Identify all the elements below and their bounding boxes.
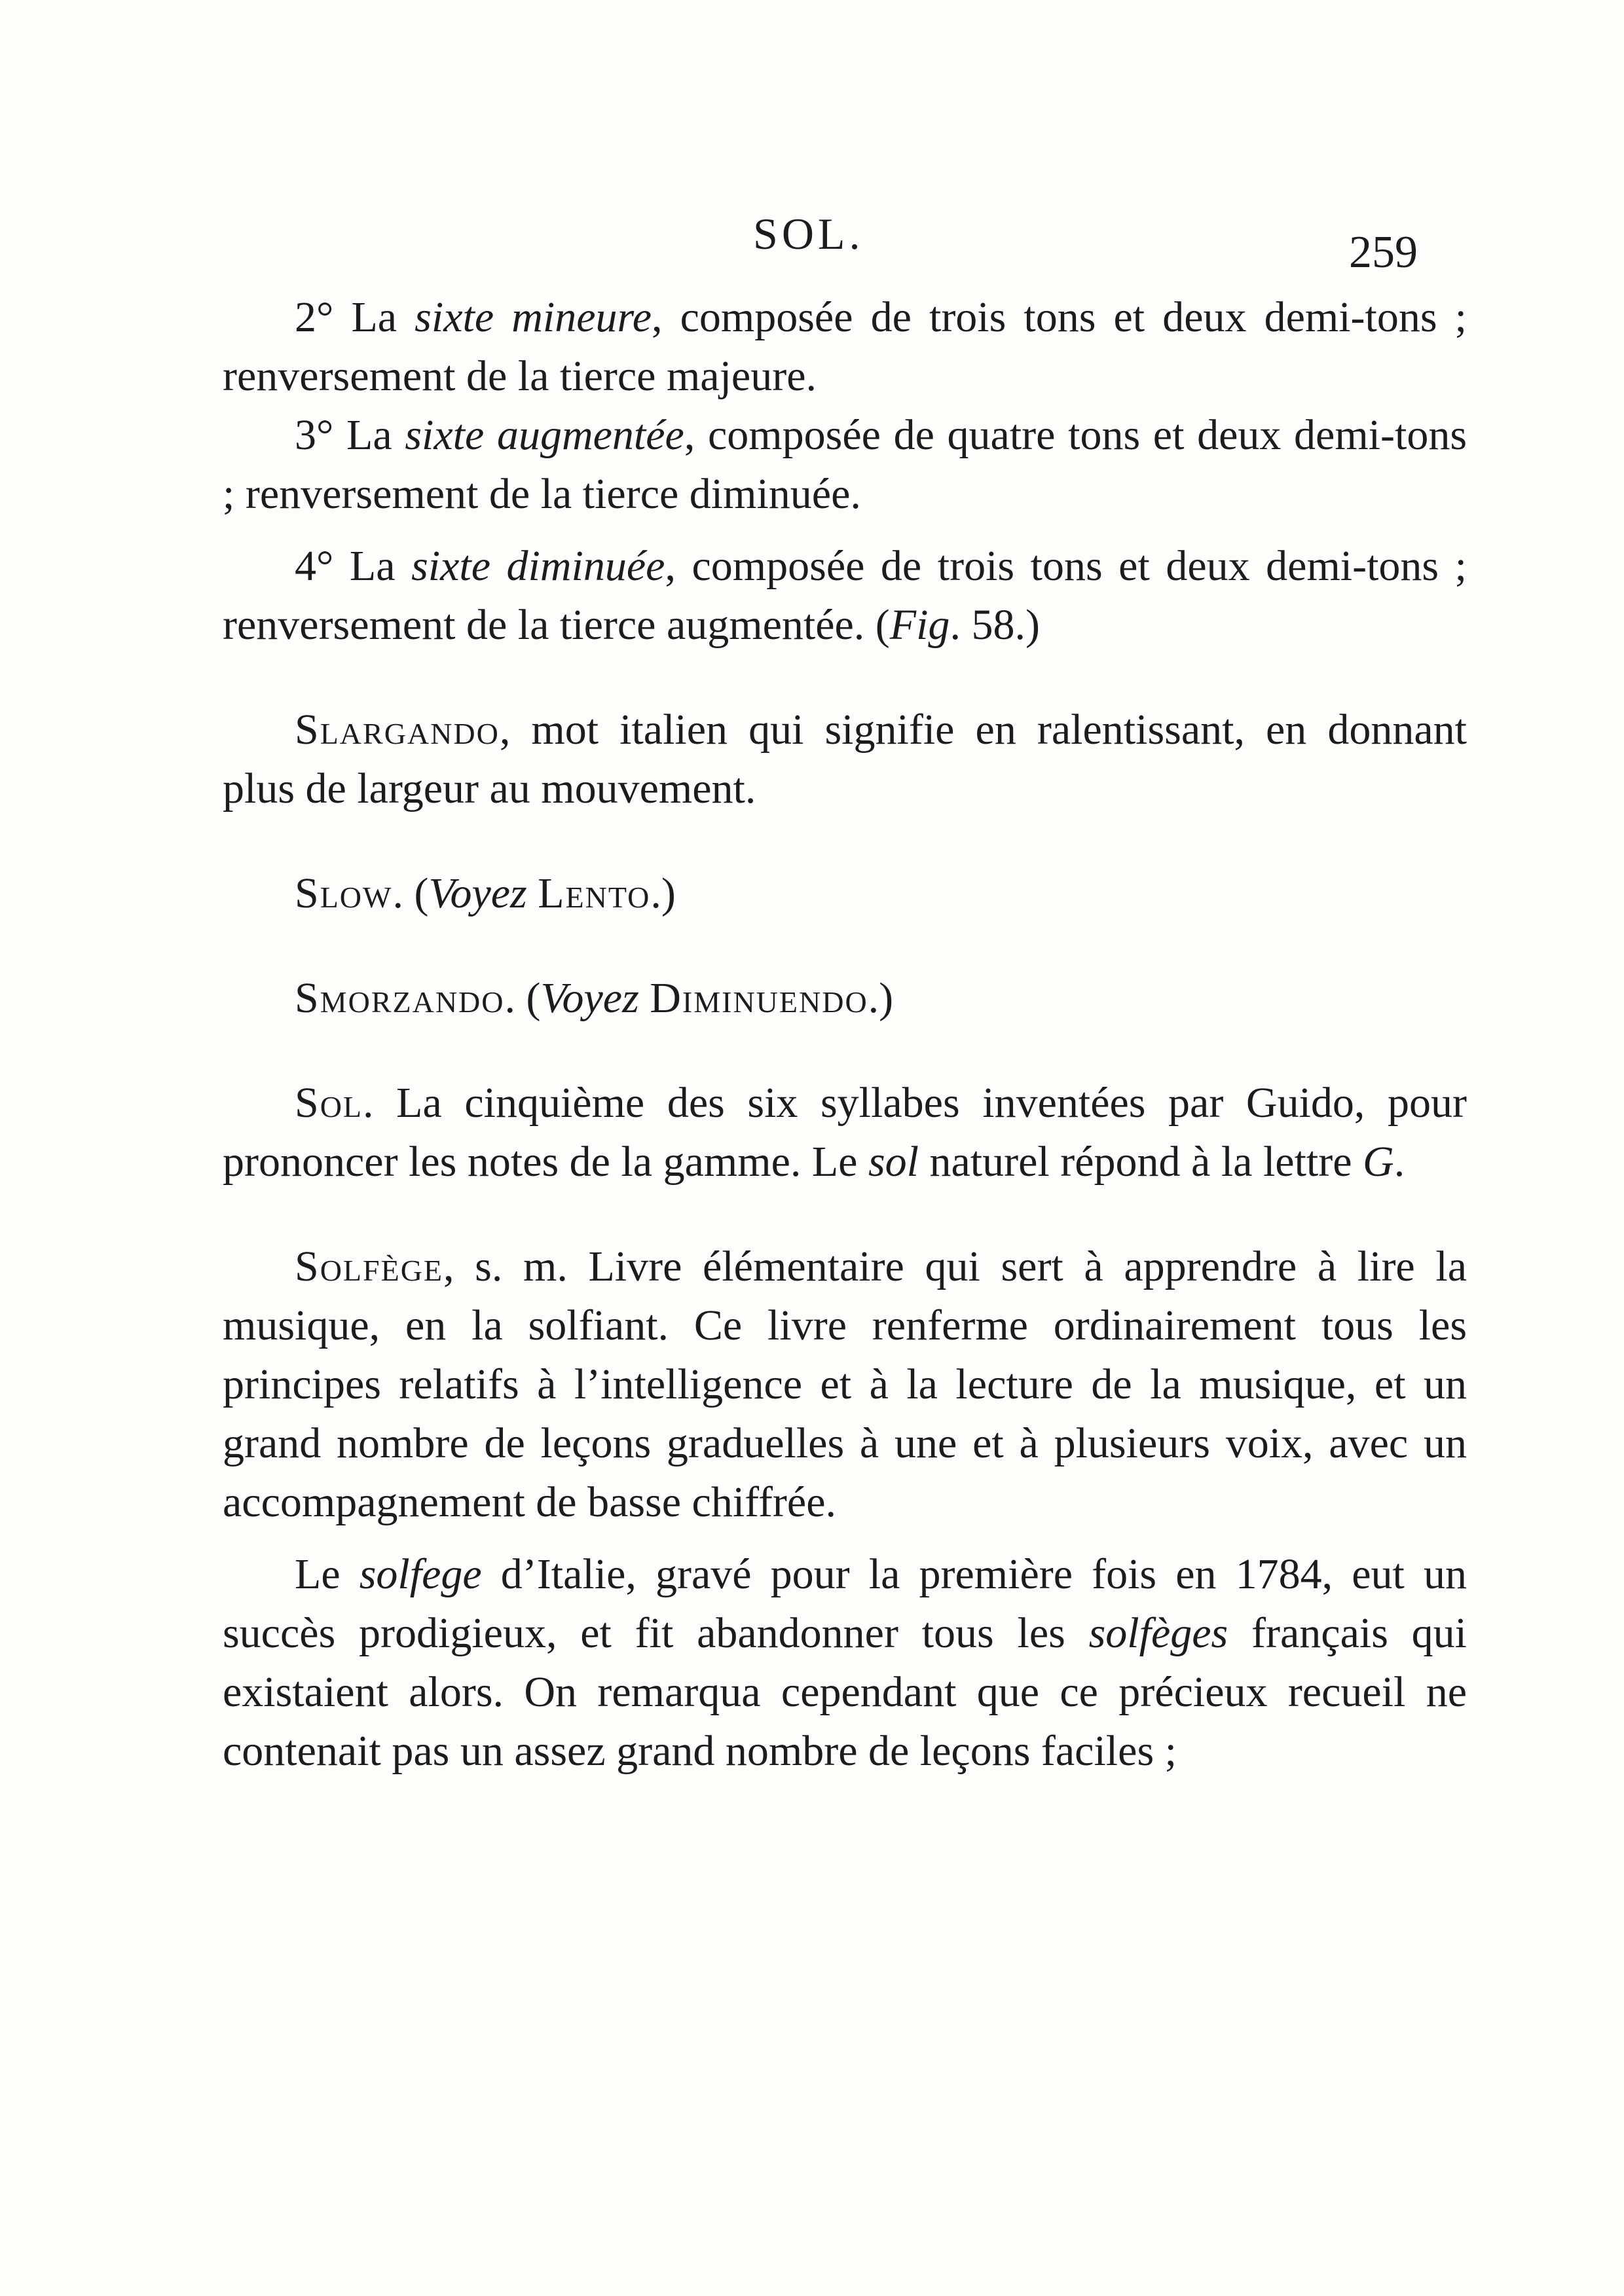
italic-term: sixte mineure: [415, 293, 652, 341]
italic-term: solfèges: [1088, 1609, 1228, 1657]
entry-headword: Slow: [295, 869, 393, 917]
entry-solfege: Solfège, s. m. Livre élémentaire qui sert à apprendre à lire la musique, en la solfiant. Ce livre renferme ordinairement tous les principes relatifs à l’intelligence et à la lecture de la musique, et un grand nombre de leçons graduelles à une et à plusieurs voix, avec un accompagnement de basse chiffrée.: [223, 1243, 1467, 1526]
entry-headword: Slargando: [295, 706, 500, 754]
entry-sol: Sol. La cinquième des six syllabes inventées par Guido, pour prononcer les notes de la gamme. Le sol naturel répond à la lettre G.: [223, 1079, 1467, 1186]
entry-headword: Smorzando: [295, 974, 505, 1022]
italic-term: sixte augmentée: [405, 411, 684, 459]
cross-reference-target: Diminuendo: [650, 974, 868, 1022]
cross-reference-label: Voyez: [540, 974, 639, 1022]
page-header: [0, 208, 1624, 278]
cross-reference-label: Voyez: [428, 869, 527, 917]
entry-headword: Solfège: [295, 1243, 444, 1290]
running-head: SOL.: [753, 209, 864, 259]
italic-term: sixte diminuée: [411, 542, 665, 590]
paragraph-sixte-diminuee: 4° La sixte diminuée, composée de trois tons et deux demi-tons ; renversement de la tierce augmentée. (Fig. 58.): [223, 542, 1467, 649]
italic-term: sol: [868, 1138, 919, 1186]
page-number: 259: [1349, 227, 1418, 278]
paragraph-sixte-augmentee: 3° La sixte augmentée, composée de quatre tons et deux demi-tons ; renversement de la tierce diminuée.: [223, 411, 1467, 518]
italic-term: solfege: [359, 1550, 482, 1598]
paragraph-solfege-italie: Le solfege d’Italie, gravé pour la première fois en 1784, eut un succès prodigieux, et fit abandonner tous les solfèges français qui existaient alors. On remarqua cependant que ce précieux recueil ne contenait pas un assez grand nombre de leçons faciles ;: [223, 1550, 1467, 1775]
italic-letter: G: [1363, 1138, 1394, 1186]
paragraph-sixte-mineure: 2° La sixte mineure, composée de trois tons et deux demi-tons ; renversement de la tierce majeure.: [223, 293, 1467, 400]
body-text: [223, 288, 1467, 1781]
entry-headword: Sol: [295, 1079, 363, 1127]
entry-smorzando: Smorzando. (Voyez Diminuendo.): [295, 974, 894, 1022]
entry-slow: Slow. (Voyez Lento.): [295, 869, 676, 917]
figure-reference: Fig: [889, 601, 950, 649]
entry-slargando: Slargando, mot italien qui signifie en ralentissant, en donnant plus de largeur au mouvement.: [223, 706, 1467, 812]
cross-reference-target: Lento: [538, 869, 651, 917]
